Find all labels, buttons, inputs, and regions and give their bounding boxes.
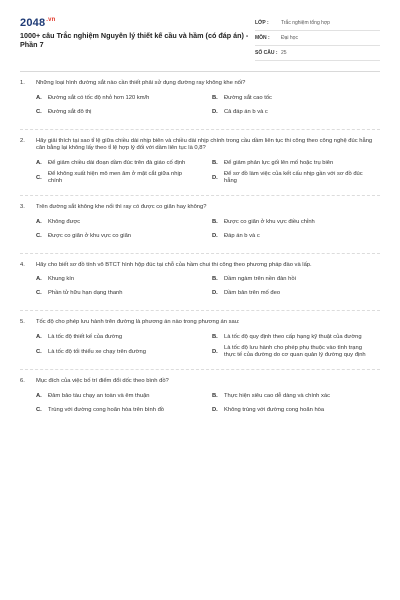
option-letter: D. — [212, 232, 218, 239]
option-letter: C. — [36, 406, 42, 413]
option-text: Đường sắt có tốc độ nhỏ hơn 120 km/h — [48, 94, 150, 101]
option-letter: B. — [212, 159, 218, 166]
option-text: Là tốc độ quy định theo cấp hạng kỹ thuật của đường — [224, 333, 362, 340]
option-text: Để giảm phản lực gối lên mố hoặc trụ biên — [224, 159, 334, 166]
option-text: Cả đáp án b và c — [224, 108, 268, 115]
answer-option-c[interactable] — [36, 404, 190, 418]
answer-option-c[interactable] — [36, 345, 190, 360]
question-text: Những loại hình đường sắt nào cần thiết phải sử dụng đường ray không khe nối? — [36, 80, 246, 86]
question-separator — [20, 129, 380, 130]
option-text: Đường sắt cao tốc — [224, 94, 272, 101]
question-text: Tốc độ cho phép lưu hành trên đường là phương án nào trong phương án sau: — [36, 319, 240, 326]
question-number: 5. — [20, 319, 25, 326]
answer-option-b[interactable] — [212, 157, 366, 171]
document-title: 1000+ câu Trắc nghiệm Nguyên lý thiết kế cầu và hầm (có đáp án) - Phần 7 — [20, 31, 249, 49]
option-letter: B. — [212, 276, 218, 283]
question-stem — [20, 378, 380, 386]
option-text: Đáp án b và c — [224, 232, 260, 239]
meta-label: SỐ CÂU : — [255, 50, 278, 56]
answer-options — [20, 273, 380, 301]
question-item — [20, 80, 380, 120]
option-text: Đường sắt đô thị — [48, 108, 92, 115]
question-text: Mục đích của việc bố trí điểm đổi dốc theo bình đồ? — [36, 377, 169, 384]
option-text: Được co giãn ở khu vực điều chỉnh — [224, 218, 315, 225]
option-text: Phần tử hữu hạn dạng thanh — [48, 290, 123, 297]
option-text: Để sơ đồ làm việc của kết cấu nhịp gần với sơ đồ đúc hẫng — [224, 170, 363, 185]
question-text: Hãy giải thích tại sao tỉ lệ giữa chiều dài nhịp biên và chiều dài nhịp chính trong cầu dầm liên tục thi công theo công nghệ đúc hẫng cân bằng lại không lấy theo tỉ lệ hợp lý đối với dầm liên tục là 0,8? — [36, 137, 373, 152]
answer-option-c[interactable] — [36, 230, 190, 244]
option-text: Thực hiện siêu cao dễ dàng và chính xác — [224, 392, 331, 399]
question-number: 6. — [20, 377, 25, 384]
option-letter: A. — [36, 392, 42, 399]
question-item — [20, 262, 380, 302]
meta-row-count — [255, 46, 380, 61]
option-letter: C. — [36, 348, 42, 355]
option-text: Là tốc độ tối thiểu xe chạy trên đường — [48, 348, 146, 355]
option-letter: D. — [212, 290, 218, 297]
option-text: Là tốc độ lưu hành cho phép phụ thuộc vào tình trạng thực tế của đường do cơ quan quản lý đường quy định — [224, 344, 366, 359]
question-number: 2. — [20, 137, 25, 144]
option-letter: D. — [212, 174, 218, 181]
option-letter: C. — [36, 290, 42, 297]
question-stem — [20, 138, 380, 153]
option-text: Dầm ngàm trên nền đàn hồi — [224, 276, 296, 283]
answer-option-b[interactable] — [212, 216, 366, 230]
answer-option-d[interactable] — [212, 287, 366, 301]
option-letter: B. — [212, 94, 218, 101]
answer-option-a[interactable] — [36, 390, 190, 404]
option-text: Để giảm chiều dài đoạn dầm đúc trên đà giáo cố định — [48, 159, 186, 166]
option-letter: C. — [36, 232, 42, 239]
document-header — [0, 0, 400, 70]
answer-option-d[interactable] — [212, 404, 366, 418]
option-text: Không trùng với đường cong hoãn hòa — [224, 406, 325, 413]
question-text: Trên đường sắt không khe nối thì ray có được co giãn hay không? — [36, 203, 207, 210]
option-text: Dầm bản trên mố đeo — [224, 290, 281, 297]
option-letter: D. — [212, 348, 218, 355]
answer-option-b[interactable] — [212, 273, 366, 287]
meta-value: Trắc nghiệm tổng hợp — [281, 20, 330, 26]
meta-label: LỚP : — [255, 20, 269, 26]
question-separator — [20, 310, 380, 311]
document-meta — [255, 16, 380, 61]
question-separator — [20, 253, 380, 254]
meta-row-class — [255, 16, 380, 31]
option-text: Để không xuất hiện mô men âm ở mặt cắt giữa nhịp chính — [48, 170, 182, 185]
option-text: Đảm bảo tàu chạy an toàn và êm thuận — [48, 392, 150, 399]
answer-option-c[interactable] — [36, 171, 190, 186]
meta-value: 25 — [281, 50, 287, 56]
option-letter: A. — [36, 159, 42, 166]
option-letter: A. — [36, 276, 42, 283]
question-number: 3. — [20, 203, 25, 210]
question-number: 1. — [20, 80, 25, 86]
answer-option-a[interactable] — [36, 331, 190, 345]
question-number: 4. — [20, 261, 25, 268]
question-item — [20, 378, 380, 418]
answer-option-d[interactable] — [212, 230, 366, 244]
option-text: Là tốc độ thiết kế của đường — [48, 333, 123, 340]
question-separator — [20, 369, 380, 370]
header-divider — [20, 71, 380, 72]
option-text: Không được — [48, 218, 81, 225]
answer-option-b[interactable] — [212, 92, 366, 106]
option-text: Trùng với đường cong hoãn hòa trên bình đồ — [48, 406, 165, 413]
question-stem — [20, 80, 380, 88]
meta-row-subject — [255, 31, 380, 46]
answer-option-a[interactable] — [36, 157, 190, 171]
logo-main-text: 2048 — [20, 17, 46, 29]
meta-label: MÔN : — [255, 35, 270, 41]
question-separator — [20, 195, 380, 196]
answer-options — [20, 331, 380, 360]
answer-option-b[interactable] — [212, 390, 366, 404]
question-item — [20, 204, 380, 244]
option-letter: D. — [212, 406, 218, 413]
option-letter: C. — [36, 108, 42, 115]
option-letter: A. — [36, 333, 42, 340]
option-text: Khung kín — [48, 276, 75, 283]
site-logo[interactable] — [20, 17, 56, 29]
answer-option-a[interactable] — [36, 216, 190, 230]
option-letter: A. — [36, 94, 42, 101]
logo-suffix-text: .vn — [46, 17, 56, 23]
question-text: Hãy cho biết sơ đồ tính võ BTCT hình hộp đúc tại chỗ của hầm chui thi công theo phương pháp đào và lấp. — [36, 261, 312, 268]
answer-option-c[interactable] — [36, 287, 190, 301]
option-letter: C. — [36, 174, 42, 181]
answer-options — [20, 216, 380, 244]
option-letter: B. — [212, 392, 218, 399]
option-letter: B. — [212, 218, 218, 225]
question-list — [20, 80, 380, 418]
answer-option-a[interactable] — [36, 92, 190, 106]
question-item — [20, 319, 380, 360]
answer-options — [20, 92, 380, 120]
answer-option-c[interactable] — [36, 106, 190, 120]
question-item — [20, 138, 380, 186]
answer-option-d[interactable] — [212, 106, 366, 120]
meta-value: Đại học — [281, 35, 298, 41]
answer-option-d[interactable] — [212, 171, 366, 186]
option-letter: B. — [212, 333, 218, 340]
question-stem — [20, 262, 380, 270]
option-letter: D. — [212, 108, 218, 115]
question-stem — [20, 319, 380, 327]
answer-option-b[interactable] — [212, 331, 366, 345]
answer-options — [20, 390, 380, 418]
option-text: Được co giãn ở khu vực co giãn — [48, 232, 132, 239]
answer-options — [20, 157, 380, 186]
question-stem — [20, 204, 380, 212]
answer-option-d[interactable] — [212, 345, 366, 360]
option-letter: A. — [36, 218, 42, 225]
answer-option-a[interactable] — [36, 273, 190, 287]
